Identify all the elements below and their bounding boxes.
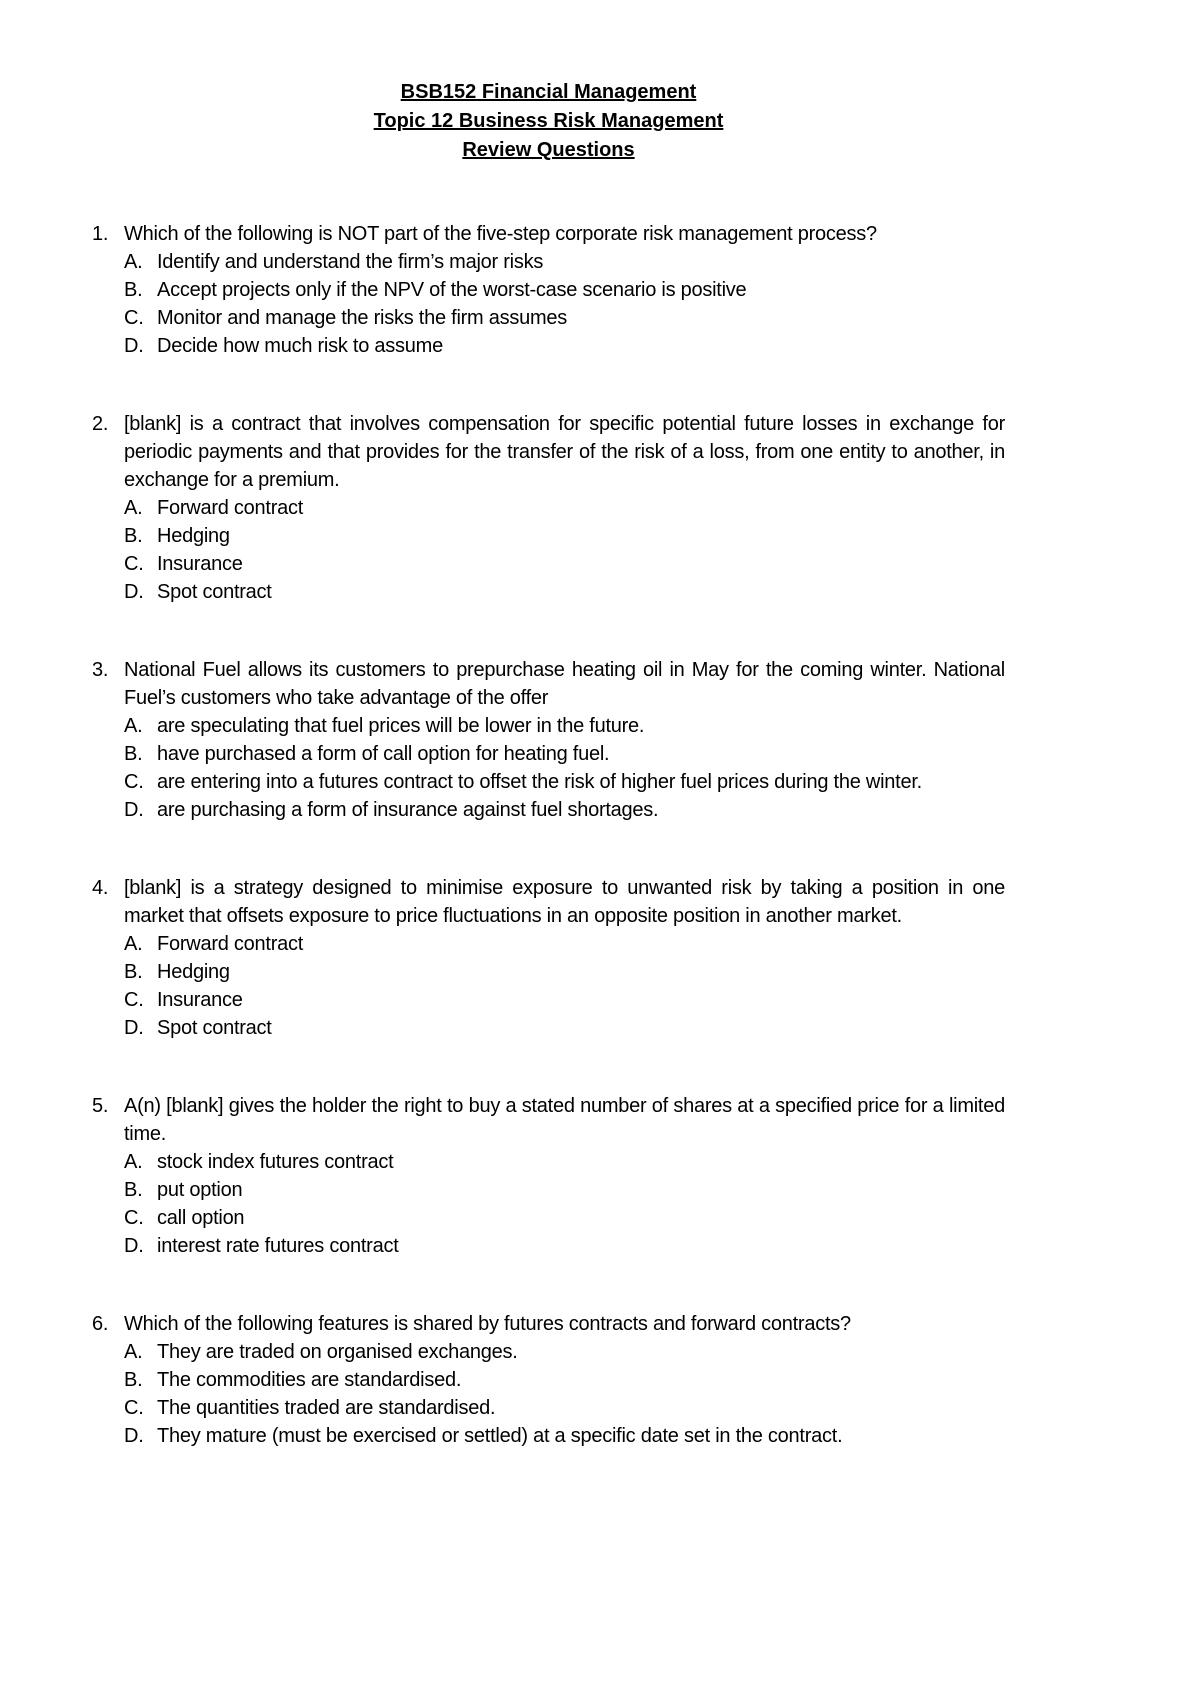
option-text: The commodities are standardised. <box>157 1369 462 1391</box>
options-list <box>124 1338 1005 1450</box>
option-letter: A. <box>124 1151 143 1173</box>
option-item <box>124 1176 1005 1204</box>
question-text: Which of the following features is shared by futures contracts and forward contracts? <box>124 1313 851 1335</box>
option-item <box>124 550 1005 578</box>
question-number: 4. <box>92 877 109 899</box>
option-item <box>124 1204 1005 1232</box>
option-text: stock index futures contract <box>157 1151 394 1173</box>
question-row <box>92 874 1005 930</box>
option-letter: B. <box>124 743 143 765</box>
option-letter: B. <box>124 279 143 301</box>
document-title <box>92 78 1005 165</box>
option-item <box>124 1232 1005 1260</box>
option-item <box>124 304 1005 332</box>
option-item <box>124 1394 1005 1422</box>
title-line-topic: Topic 12 Business Risk Management <box>373 110 724 132</box>
option-text: put option <box>157 1179 243 1201</box>
question-row <box>92 1092 1005 1148</box>
option-item <box>124 740 1005 768</box>
question-number: 2. <box>92 413 109 435</box>
question-item <box>92 1092 1005 1260</box>
option-text: Spot contract <box>157 581 272 603</box>
question-row <box>92 410 1005 494</box>
option-item <box>124 796 1005 824</box>
question-item <box>92 1310 1005 1450</box>
option-text: Identify and understand the firm’s major risks <box>157 251 544 273</box>
question-row <box>92 656 1005 712</box>
option-letter: A. <box>124 933 143 955</box>
option-item <box>124 958 1005 986</box>
options-list <box>124 1148 1005 1260</box>
option-item <box>124 578 1005 606</box>
question-item <box>92 410 1005 606</box>
option-item <box>124 768 1005 796</box>
option-letter: B. <box>124 961 143 983</box>
option-item <box>124 1366 1005 1394</box>
option-text: Spot contract <box>157 1017 272 1039</box>
option-text: Forward contract <box>157 933 304 955</box>
option-text: are speculating that fuel prices will be lower in the future. <box>157 715 645 737</box>
option-item <box>124 712 1005 740</box>
option-item <box>124 1422 1005 1450</box>
option-item <box>124 248 1005 276</box>
option-letter: A. <box>124 251 143 273</box>
option-letter: D. <box>124 581 144 603</box>
question-number: 3. <box>92 659 109 681</box>
option-text: Forward contract <box>157 497 304 519</box>
option-text: Accept projects only if the NPV of the worst-case scenario is positive <box>157 279 747 301</box>
option-item <box>124 1148 1005 1176</box>
question-row <box>92 1310 1005 1338</box>
question-number: 5. <box>92 1095 109 1117</box>
option-letter: C. <box>124 1397 144 1419</box>
option-letter: C. <box>124 553 144 575</box>
option-item <box>124 522 1005 550</box>
option-letter: D. <box>124 799 144 821</box>
option-letter: C. <box>124 771 144 793</box>
option-text: Insurance <box>157 989 243 1011</box>
question-item <box>92 874 1005 1042</box>
option-text: Decide how much risk to assume <box>157 335 443 357</box>
question-number: 1. <box>92 223 109 245</box>
title-line-subtitle: Review Questions <box>462 139 635 161</box>
question-text: National Fuel allows its customers to prepurchase heating oil in May for the coming winter. National Fuel’s customers who take advantage of the offer <box>124 659 1005 709</box>
option-letter: D. <box>124 1235 144 1257</box>
option-letter: A. <box>124 715 143 737</box>
option-letter: A. <box>124 497 143 519</box>
option-letter: D. <box>124 1017 144 1039</box>
option-item <box>124 986 1005 1014</box>
option-text: are entering into a futures contract to offset the risk of higher fuel prices during the winter. <box>157 771 922 793</box>
option-item <box>124 276 1005 304</box>
question-text: A(n) [blank] gives the holder the right to buy a stated number of shares at a specified price for a limited time. <box>124 1095 1005 1145</box>
option-text: The quantities traded are standardised. <box>157 1397 496 1419</box>
option-item <box>124 332 1005 360</box>
question-number: 6. <box>92 1313 109 1335</box>
option-letter: B. <box>124 525 143 547</box>
option-text: call option <box>157 1207 245 1229</box>
question-text: Which of the following is NOT part of the five-step corporate risk management process? <box>124 223 877 245</box>
options-list <box>124 248 1005 360</box>
option-item <box>124 1338 1005 1366</box>
option-letter: B. <box>124 1179 143 1201</box>
question-text: [blank] is a contract that involves compensation for specific potential future losses in exchange for periodic payments and that provides for the transfer of the risk of a loss, from one entity to another, in exchange for a premium. <box>124 413 1005 491</box>
option-letter: C. <box>124 1207 144 1229</box>
option-text: are purchasing a form of insurance against fuel shortages. <box>157 799 659 821</box>
option-text: Insurance <box>157 553 243 575</box>
question-row <box>92 220 1005 248</box>
option-letter: C. <box>124 989 144 1011</box>
option-text: They are traded on organised exchanges. <box>157 1341 518 1363</box>
option-letter: A. <box>124 1341 143 1363</box>
options-list <box>124 930 1005 1042</box>
title-line-course: BSB152 Financial Management <box>400 81 697 103</box>
option-text: interest rate futures contract <box>157 1235 399 1257</box>
option-item <box>124 1014 1005 1042</box>
options-list <box>124 494 1005 606</box>
option-text: They mature (must be exercised or settled) at a specific date set in the contract. <box>157 1425 843 1447</box>
option-text: Hedging <box>157 961 230 983</box>
options-list <box>124 712 1005 824</box>
option-text: have purchased a form of call option for heating fuel. <box>157 743 610 765</box>
option-letter: C. <box>124 307 144 329</box>
option-text: Monitor and manage the risks the firm assumes <box>157 307 568 329</box>
question-text: [blank] is a strategy designed to minimise exposure to unwanted risk by taking a position in one market that offsets exposure to price fluctuations in an opposite position in another market. <box>124 877 1005 927</box>
option-letter: B. <box>124 1369 143 1391</box>
questions-list <box>92 220 1005 1450</box>
question-item <box>92 220 1005 360</box>
option-text: Hedging <box>157 525 230 547</box>
option-item <box>124 494 1005 522</box>
option-item <box>124 930 1005 958</box>
question-item <box>92 656 1005 824</box>
option-letter: D. <box>124 1425 144 1447</box>
option-letter: D. <box>124 335 144 357</box>
